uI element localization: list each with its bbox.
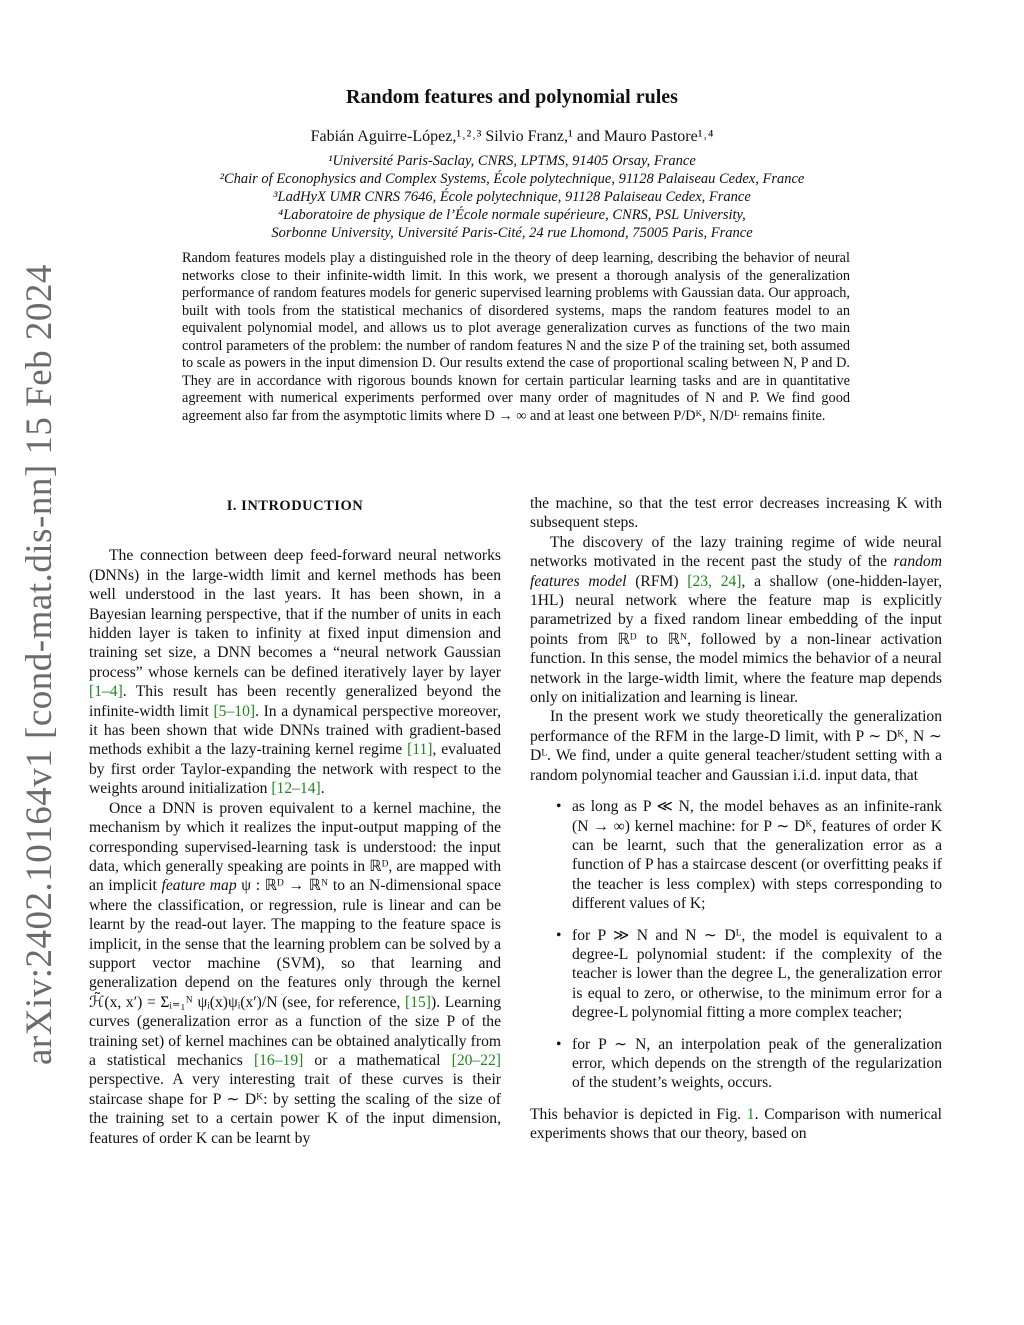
emphasis: feature map [161, 877, 237, 895]
intro-paragraph-2 [89, 799, 501, 1148]
bullet-item: • for P ≫ N and N ∼ Dᴸ, the model is equivalent to a degree-L polynomial student: if the complexity of the teacher is lower than the degree L, the generalization error is equal to zero, or otherwise, to the minimum error for a degree-L polynomial fitting a more complex teacher; [530, 926, 942, 1023]
citation-link[interactable]: [12–14] [271, 780, 321, 798]
citation-link[interactable]: [1–4] [89, 683, 123, 701]
text-span: perspective. A very interesting trait of these curves is their staircase shape for P ∼ Dᴷ: by setting the scaling of the size of the training set to a certain power K of the input dimension, features of order K can be learnt by [89, 1071, 501, 1147]
left-column [89, 494, 501, 1148]
affiliation-2: ²Chair of Econophysics and Complex Systems, École polytechnique, 91128 Palaiseau Cedex, France [219, 171, 805, 187]
text-span: Once a DNN is proven equivalent to a kernel machine, the mechanism by which it realizes the input-output mapping of the corresponding supervised-learning task is understood: the input data, which generally speaking are points in ℝᴰ, are mapped with an implicit [89, 799, 501, 895]
affiliation-3: ³LadHyX UMR CNRS 7646, École polytechnique, 91128 Palaiseau Cedex, France [273, 189, 751, 205]
affiliation-4: ⁴Laboratoire de physique de l’École normale supérieure, CNRS, PSL University, [278, 207, 746, 223]
citation-link[interactable]: [5–10] [213, 702, 256, 720]
intro-paragraph-5 [530, 1105, 942, 1144]
affiliation-1: ¹Université Paris-Saclay, CNRS, LPTMS, 91405 Orsay, France [328, 153, 696, 169]
abstract: Random features models play a distinguished role in the theory of deep learning, describing the behavior of neural networks close to their infinite-width limit. In this work, we present a thorough analysis of the generalization performance of random features models for generic supervised learning problems with Gaussian data. Our approach, built with tools from the statistical mechanics of disordered systems, maps the random features model to an equivalent polynomial model, and allows us to plot average generalization curves as functions of the two main control parameters of the problem: the number of random features N and the size P of the training set, both assumed to scale as powers in the input dimension D. Our results extend the case of proportional scaling between N, P and D. They are in accordance with rigorous bounds known for certain particular learning tasks and are in quantitative agreement with numerical experiments performed over many order of magnitudes of N and P. We find good agreement also far from the asymptotic limits where D → ∞ and at least one between P/Dᴷ, N/Dᴸ remains finite. [182, 250, 850, 424]
text-span: . Comparison with numerical experiments shows that our theory, based on [530, 1105, 942, 1143]
section-heading: I. INTRODUCTION [226, 498, 364, 514]
text-span: (RFM) [626, 572, 688, 590]
intro-paragraph-cont: the machine, so that the test error decreases increasing K with subsequent steps. [530, 495, 942, 532]
emphasis: random features model [530, 553, 942, 590]
intro-paragraph-4: In the present work we study theoretically the generalization performance of the RFM in the large-D limit, with P ∼ Dᴷ, N ∼ Dᴸ. We find, under a quite general teacher/student setting with a random polynomial teacher and Gaussian i.i.d. input data, that [530, 708, 942, 784]
bullet-item: • for P ∼ N, an interpolation peak of the generalization error, which depends on the strength of the regularization of the student’s weights, occurs. [530, 1035, 942, 1093]
bullet-item: • as long as P ≪ N, the model behaves as an infinite-rank (N → ∞) kernel machine: for P ∼ Dᴷ, features of order K can be learnt, such that the generalization error as a function of P has a staircase descent (or overfitting peaks if the teacher is less complex) with steps corresponding to different values of K; [530, 797, 942, 913]
citation-link[interactable]: [11] [407, 741, 433, 759]
paper-title: Random features and polynomial rules [346, 86, 678, 108]
text-span: , a shallow (one-hidden-layer, 1HL) neural network where the feature map is explicitly parametrized by a fixed random linear embedding of the input points from ℝᴰ to ℝᴺ, followed by a non-linear activation function. In this sense, the model mimics the behavior of a neural network in the large-width limit, where the feature map depends only on initialization and learning is linear. [530, 572, 942, 707]
text-span: The discovery of the lazy training regime of wide neural networks motivated in the recent past the study of the [530, 533, 942, 571]
affiliations [0, 152, 1024, 242]
intro-paragraph-3 [530, 533, 942, 708]
text-span: . In a dynamical perspective moreover, it has been shown that wide DNNs trained with gradient-based methods exhibit a the lazy-training kernel regime [89, 702, 501, 759]
citation-link[interactable]: [16–19] [253, 1051, 304, 1069]
citation-link[interactable]: [20–22] [451, 1051, 501, 1069]
text-span: . [320, 780, 325, 798]
text-span: ψ : ℝᴰ → ℝᴺ to an N-dimensional space where the classification, or regression, rule is linear and can be learnt by the read-out layer. The mapping to the feature space is implicit, in the sense that the learning problem can be solved by a support vector machine (SVM), so that learning and generalization depend on the features only through the kernel ℋ̃(x, x′) = Σᵢ₌₁ᴺ ψᵢ(x)ψᵢ(x′)/N (see, for reference, [89, 877, 501, 1011]
text-span: , evaluated by first order Taylor-expanding the network with respect to the weights around initialization [89, 741, 501, 798]
text-span: This behavior is depicted in Fig. [530, 1105, 747, 1123]
affiliation-4-cont: Sorbonne University, Université Paris-Cité, 24 rue Lhomond, 75005 Paris, France [271, 225, 753, 241]
citation-link[interactable]: [15] [405, 993, 431, 1011]
right-column [530, 494, 942, 1144]
text-span: or a mathematical [303, 1051, 452, 1069]
text-span: The connection between deep feed-forward neural networks (DNNs) in the large-width limit and kernel methods has been well understood in the last years. It has been shown, in a Bayesian learning perspective, that if the number of units in each hidden layer is taken to infinity at fixed input dimension and training set size, a DNN becomes a “neural network Gaussian process” whose kernels can be defined iteratively layer by layer [89, 547, 501, 681]
figure-link[interactable]: 1 [746, 1105, 755, 1123]
arxiv-identifier: arXiv:2402.10164v1 [cond-mat.dis-nn] 15 Feb 2024 [19, 264, 60, 1065]
intro-paragraph-1 [89, 546, 501, 798]
text-span: ). Learning curves (generalization error as a function of the size P of the training set) of kernel machines can be obtained analytically from a statistical mechanics [89, 993, 501, 1069]
author-list: Fabián Aguirre-López,¹˒²˒³ Silvio Franz,¹ and Mauro Pastore¹˒⁴ [310, 128, 714, 145]
citation-link[interactable]: [23, 24] [687, 572, 742, 590]
text-span: . This result has been recently generalized beyond the infinite-width limit [89, 683, 501, 720]
